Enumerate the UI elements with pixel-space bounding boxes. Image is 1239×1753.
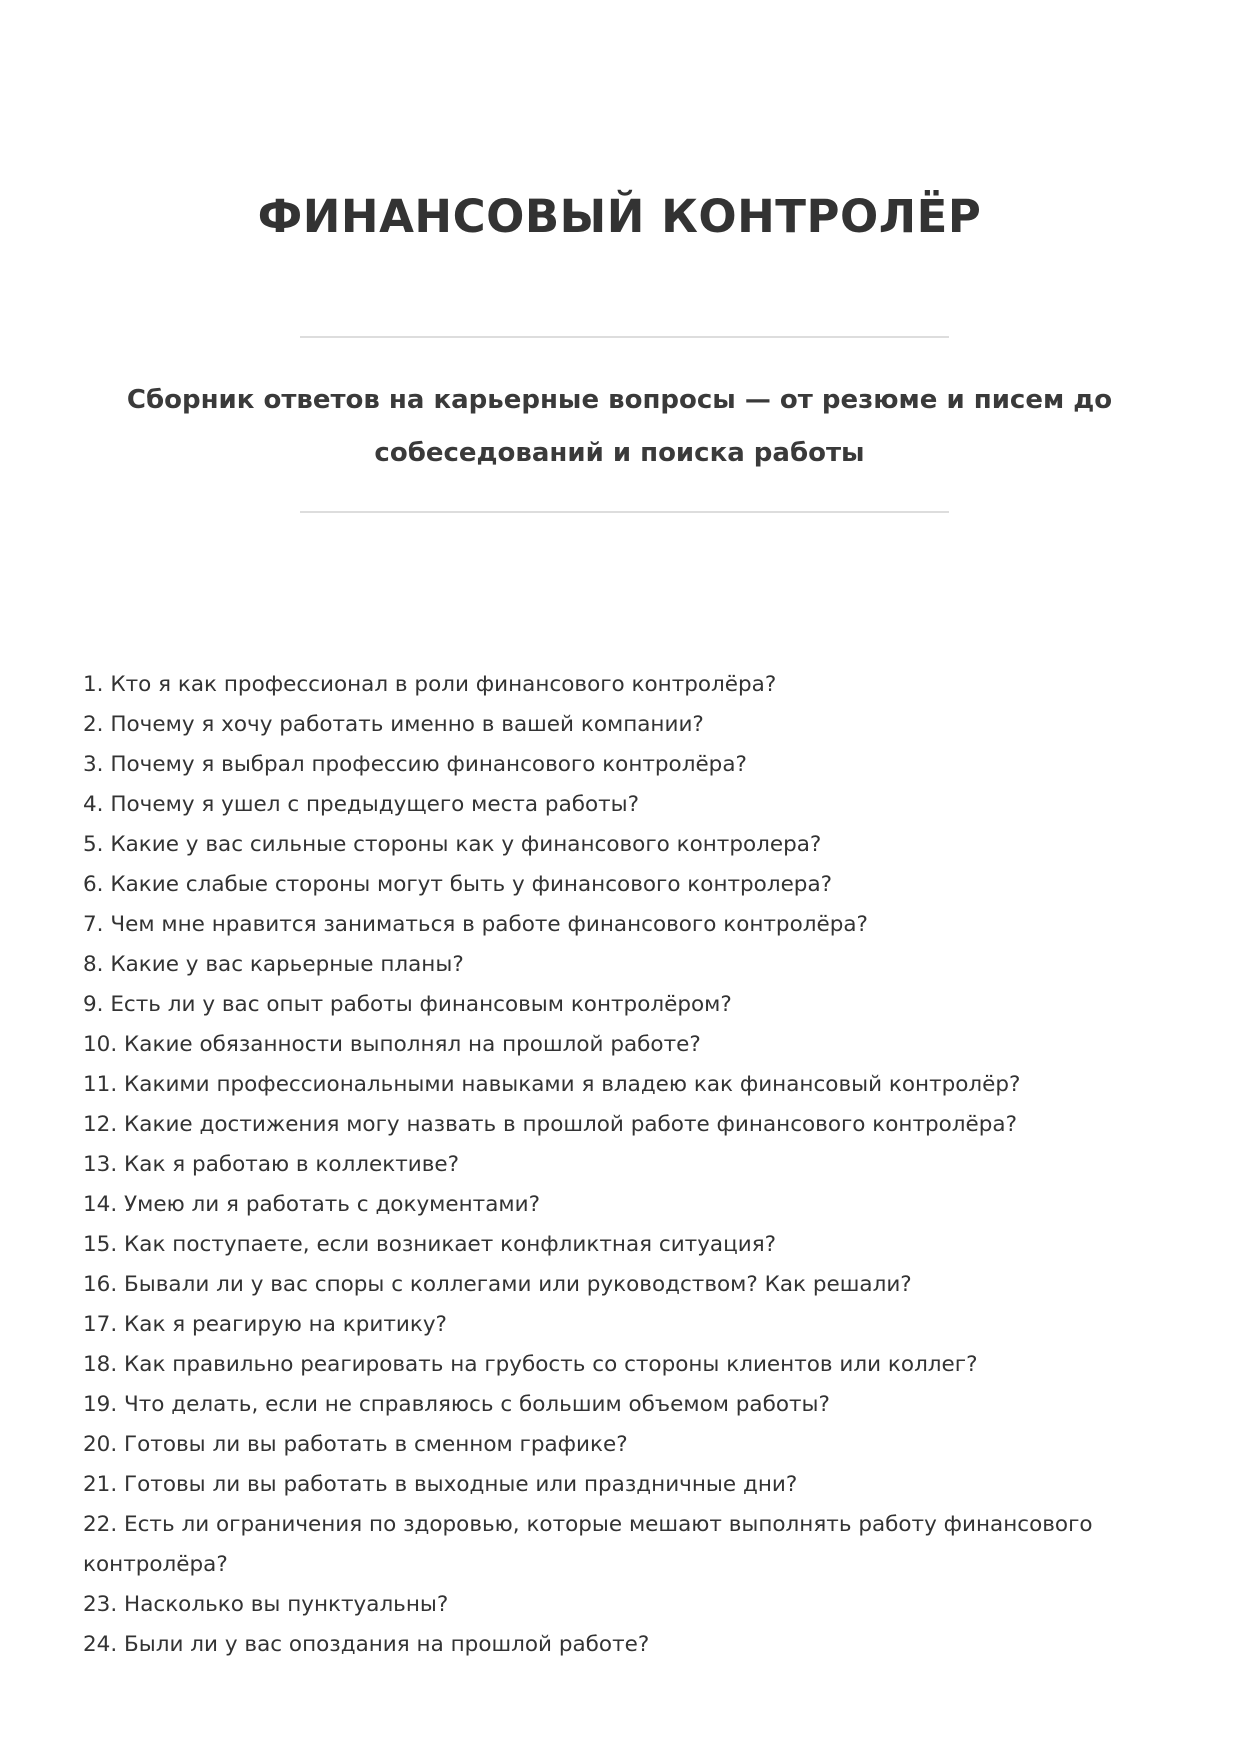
question-item: 3. Почему я выбрал профессию финансового контролёра? bbox=[83, 752, 747, 777]
question-item: 16. Бывали ли у вас споры с коллегами или руководством? Как решали? bbox=[83, 1272, 912, 1297]
question-item: 4. Почему я ушел с предыдущего места работы? bbox=[83, 792, 640, 817]
question-item: 5. Какие у вас сильные стороны как у финансового контролера? bbox=[83, 832, 822, 857]
question-item: 18. Как правильно реагировать на грубость со стороны клиентов или коллег? bbox=[83, 1352, 978, 1377]
question-item: 21. Готовы ли вы работать в выходные или праздничные дни? bbox=[83, 1472, 798, 1497]
question-item: 6. Какие слабые стороны могут быть у финансового контролера? bbox=[83, 872, 833, 897]
question-item: 9. Есть ли у вас опыт работы финансовым контролёром? bbox=[83, 992, 732, 1017]
question-item: 11. Какими профессиональными навыками я владею как финансовый контролёр? bbox=[83, 1072, 1021, 1097]
document-title: ФИНАНСОВЫЙ КОНТРОЛЁР bbox=[257, 190, 982, 243]
question-item: 17. Как я реагирую на критику? bbox=[83, 1312, 447, 1337]
question-item: 24. Были ли у вас опоздания на прошлой работе? bbox=[83, 1632, 650, 1657]
question-item: 15. Как поступаете, если возникает конфликтная ситуация? bbox=[83, 1232, 777, 1257]
question-item: 2. Почему я хочу работать именно в вашей компании? bbox=[83, 712, 704, 737]
question-item: 7. Чем мне нравится заниматься в работе финансового контролёра? bbox=[83, 912, 868, 937]
divider-top bbox=[300, 336, 949, 338]
question-item: 8. Какие у вас карьерные планы? bbox=[83, 952, 464, 977]
question-item: 23. Насколько вы пунктуальны? bbox=[83, 1592, 449, 1617]
divider-bottom bbox=[300, 511, 949, 513]
question-item: 10. Какие обязанности выполнял на прошлой работе? bbox=[83, 1032, 701, 1057]
question-item: 14. Умею ли я работать с документами? bbox=[83, 1192, 540, 1217]
questions-list bbox=[83, 665, 1143, 1665]
question-item: 13. Как я работаю в коллективе? bbox=[83, 1152, 460, 1177]
question-item: 22. Есть ли ограничения по здоровью, которые мешают выполнять работу финансового контролёра? bbox=[83, 1512, 1093, 1577]
question-item: 12. Какие достижения могу назвать в прошлой работе финансового контролёра? bbox=[83, 1112, 1018, 1137]
question-item: 20. Готовы ли вы работать в сменном графике? bbox=[83, 1432, 628, 1457]
document-subtitle: Сборник ответов на карьерные вопросы — от резюме и писем до собеседований и поиска работы bbox=[126, 385, 1113, 468]
question-item: 1. Кто я как профессионал в роли финансового контролёра? bbox=[83, 672, 777, 697]
question-item: 19. Что делать, если не справляюсь с большим объемом работы? bbox=[83, 1392, 830, 1417]
